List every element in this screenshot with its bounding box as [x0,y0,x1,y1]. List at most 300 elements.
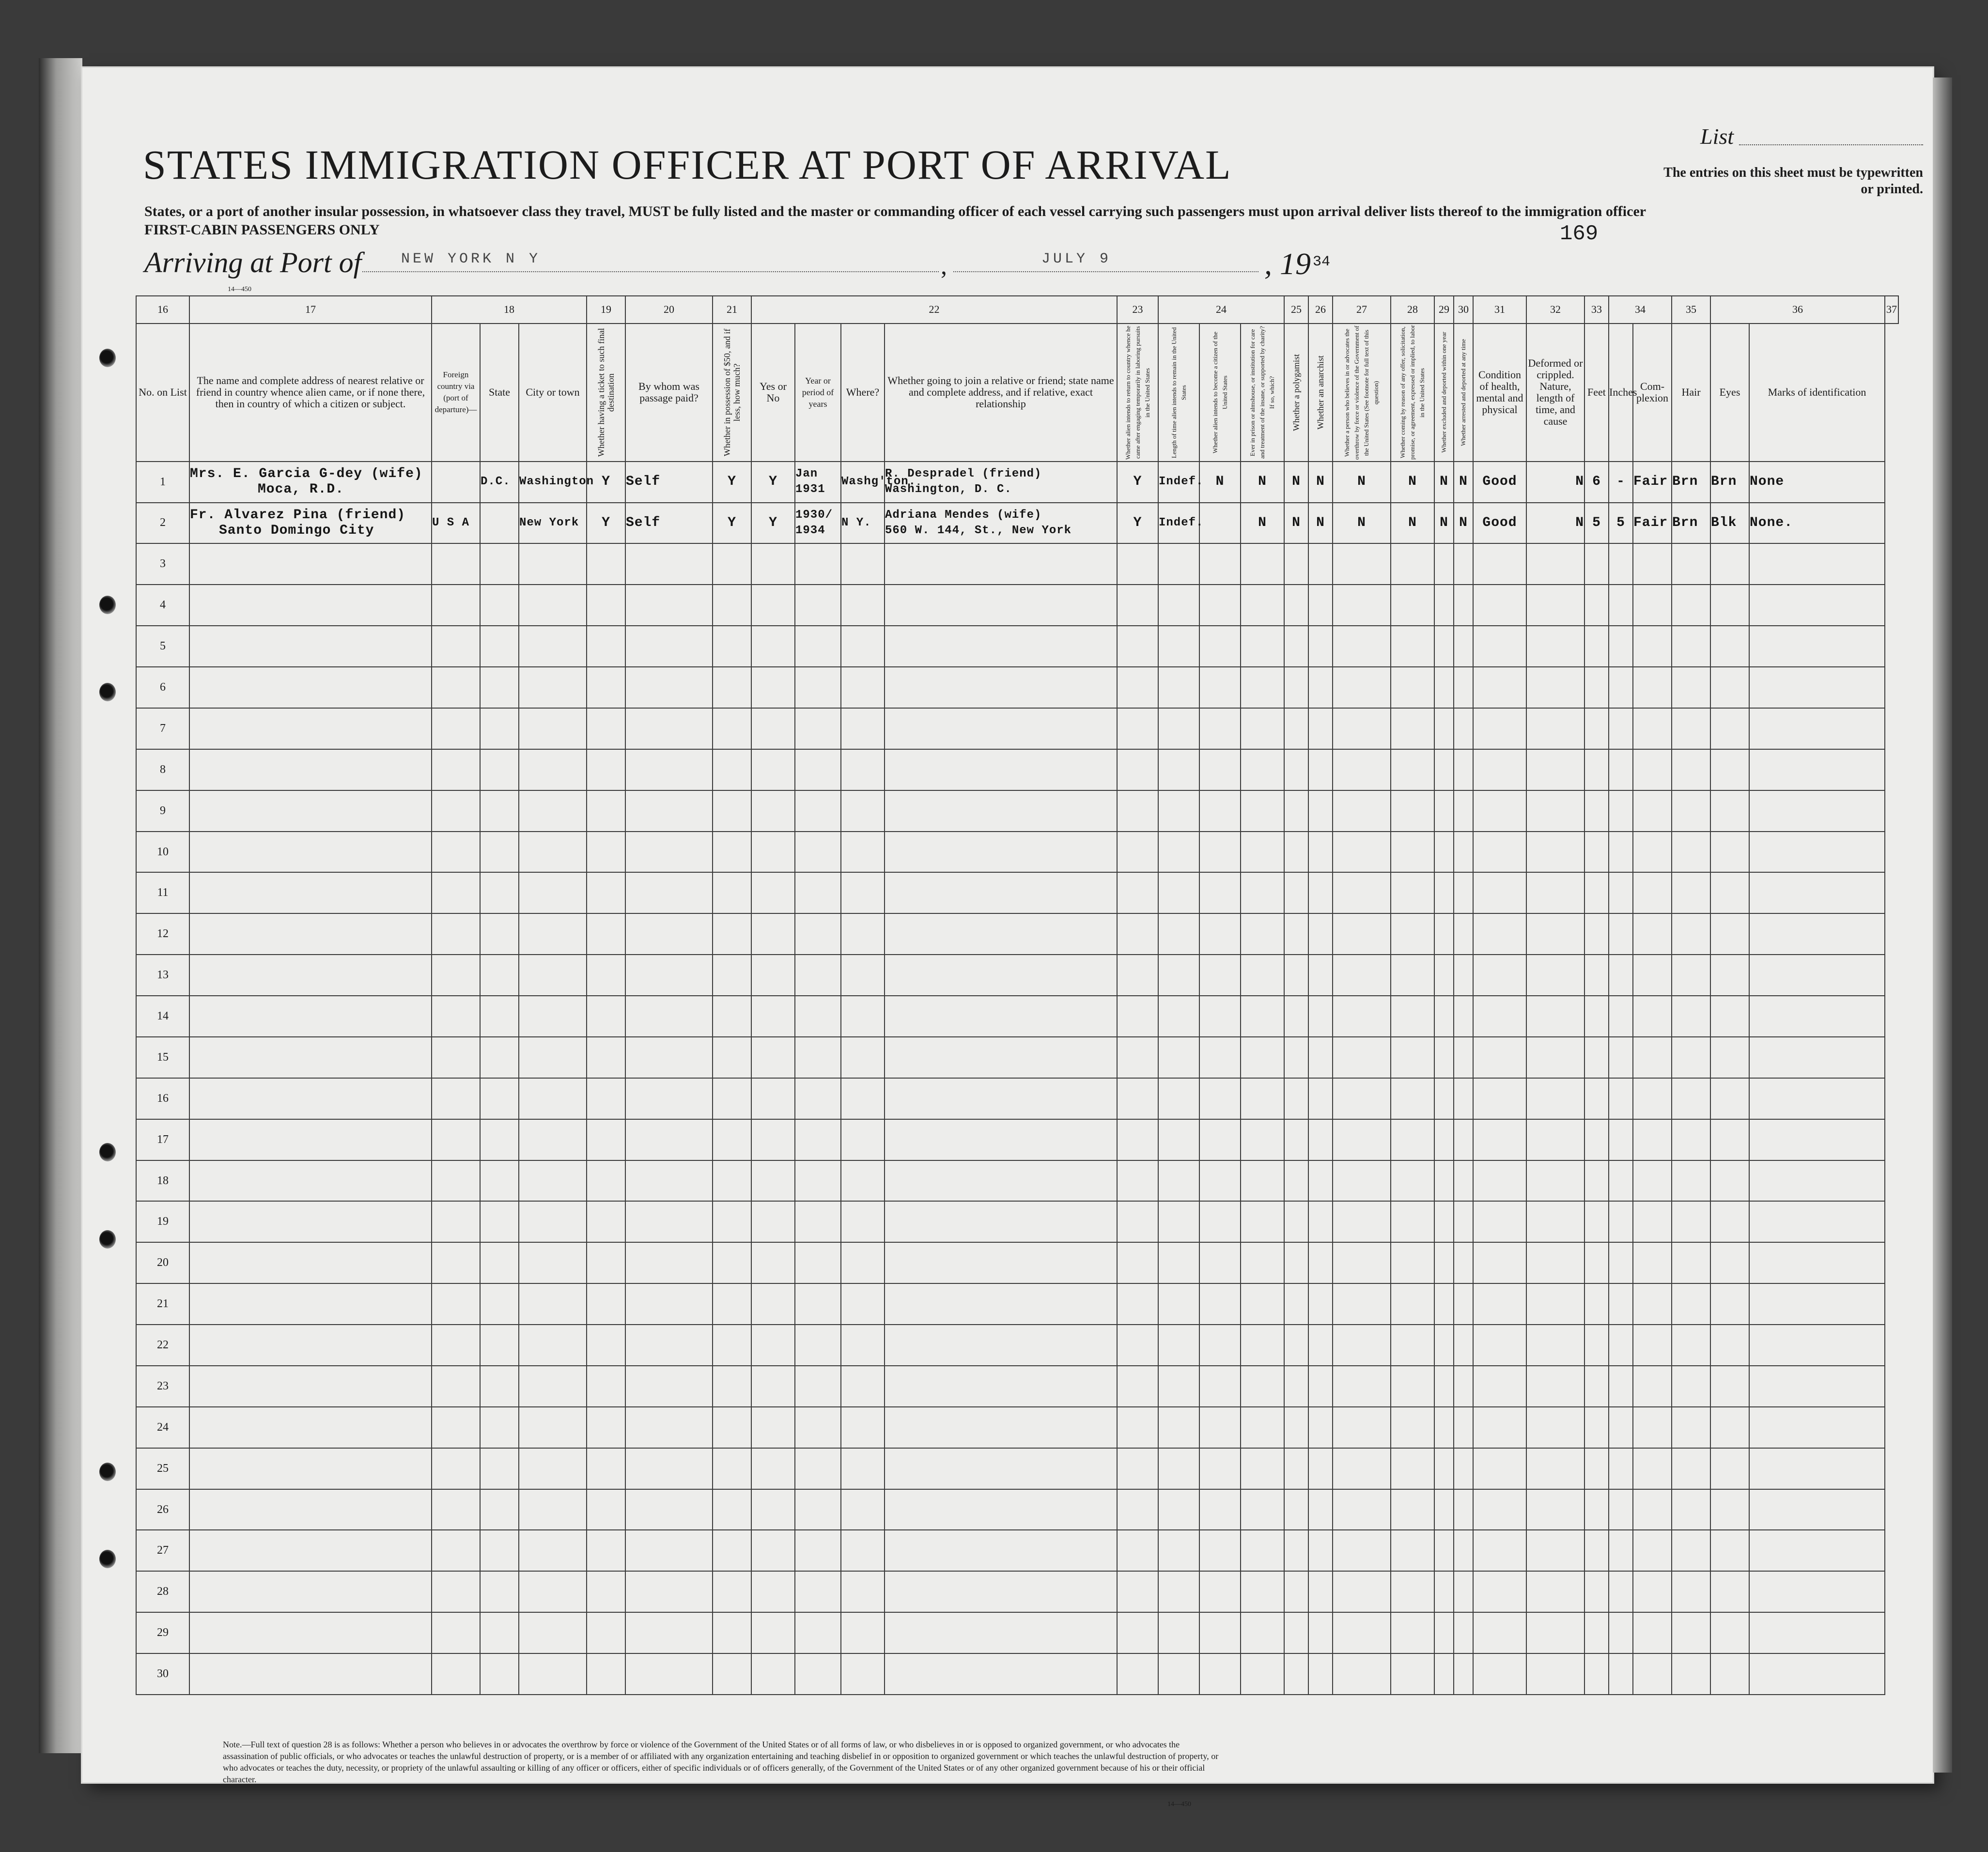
empty-cell [1633,832,1672,873]
empty-cell [713,1612,751,1653]
empty-cell [189,1119,432,1160]
empty-cell [1199,667,1241,708]
empty-cell [1526,1325,1584,1366]
empty-cell [1241,790,1284,832]
table-row [136,708,1898,749]
empty-cell [1672,1612,1710,1653]
empty-cell [1672,1201,1710,1242]
empty-cell [885,626,1117,667]
col-number: 21 [713,296,751,324]
empty-cell [1454,543,1473,585]
marks-value: None [1750,474,1785,490]
empty-cell [1284,1242,1308,1283]
empty-cell [1117,667,1158,708]
hair-value: Brn [1672,515,1698,530]
empty-cell [713,1407,751,1448]
cell-paid [625,503,713,544]
empty-cell [1434,1653,1454,1695]
empty-cell [1391,1530,1434,1571]
empty-cell [189,1078,432,1119]
purpose-a-value: Y [1133,474,1142,490]
empty-cell [713,913,751,955]
empty-cell [795,667,841,708]
empty-cell [1308,708,1333,749]
empty-cell [1584,872,1609,913]
empty-cell [1584,1037,1609,1078]
empty-cell [795,832,841,873]
table-row [136,667,1898,708]
empty-cell [519,1653,587,1695]
empty-cell [1117,955,1158,996]
empty-cell [751,585,795,626]
empty-cell [480,872,519,913]
empty-cell [189,1448,432,1489]
empty-cell [1284,872,1308,913]
hdr-q29 [1391,324,1434,462]
empty-cell [1526,1407,1584,1448]
hdr-purpose-b-text: Length of time alien intends to remain in the United States [1170,326,1187,458]
empty-cell [1526,667,1584,708]
empty-cell [1672,1242,1710,1283]
empty-cell [751,543,795,585]
empty-cell [1749,913,1885,955]
empty-cell [1609,1653,1633,1695]
empty-cell [885,749,1117,790]
empty-cell [1241,1325,1284,1366]
state-value: D.C. [481,475,511,489]
empty-cell [841,543,885,585]
empty-cell [1391,996,1434,1037]
empty-cell [795,955,841,996]
empty-cell [1473,832,1526,873]
empty-cell [1584,1407,1609,1448]
cell-purpose-b [1158,462,1204,503]
empty-cell [625,832,713,873]
empty-cell [1434,1571,1454,1612]
empty-cell [432,1037,480,1078]
empty-cell [189,1407,432,1448]
empty-cell [625,1489,713,1530]
empty-cell [189,1366,432,1407]
empty-cell [1284,585,1308,626]
relative-line-1: Mrs. E. Garcia G-dey (wife) [190,466,423,482]
empty-cell [480,543,519,585]
empty-cell [1633,1612,1672,1653]
date-value: JULY 9 [1041,251,1112,267]
cell-feet [1584,503,1609,544]
empty-cell [519,1160,587,1202]
empty-cell [1158,955,1199,996]
empty-cell [841,749,885,790]
empty-cell [587,1325,625,1366]
empty-cell [1199,1530,1241,1571]
col-number: 16 [136,296,189,324]
table-row [136,955,1898,996]
cell-marks [1749,462,1885,503]
empty-cell [1308,1612,1333,1653]
feet-value: 6 [1592,474,1601,490]
row-number: 11 [136,872,189,913]
empty-cell [1749,1612,1885,1653]
empty-cell [713,790,751,832]
empty-cell [1308,749,1333,790]
empty-cell [480,626,519,667]
empty-cell [480,667,519,708]
empty-cell [1473,1119,1526,1160]
anarchist-value: N [1316,515,1325,530]
empty-cell [1609,913,1633,955]
empty-cell [1672,749,1710,790]
empty-cell [189,1037,432,1078]
empty-cell [519,1037,587,1078]
empty-cell [795,1366,841,1407]
empty-cell [189,1283,432,1325]
empty-cell [1117,1653,1158,1695]
punch-hole [99,1230,116,1249]
cell-marks [1749,503,1885,544]
empty-cell [1333,708,1391,749]
empty-cell [1284,955,1308,996]
empty-cell [432,1366,480,1407]
hdr-no-on-list: No. on List [136,324,189,462]
empty-cell [1434,1037,1454,1078]
header-row [136,324,1898,462]
hdr-complexion: Com- plexion [1633,324,1672,462]
empty-cell [1158,708,1199,749]
empty-cell [1454,872,1473,913]
empty-cell [841,1407,885,1448]
empty-cell [1749,1078,1885,1119]
empty-cell [519,955,587,996]
empty-cell [713,1366,751,1407]
empty-cell [885,1283,1117,1325]
cell-health [1473,462,1526,503]
empty-cell [587,1037,625,1078]
empty-cell [625,1612,713,1653]
empty-cell [795,585,841,626]
empty-cell [519,626,587,667]
empty-cell [625,1037,713,1078]
empty-cell [1117,913,1158,955]
empty-cell [1526,1448,1584,1489]
empty-cell [432,1407,480,1448]
cell-polygamist [1284,503,1308,544]
empty-cell [1241,996,1284,1037]
empty-cell [1454,955,1473,996]
row-number: 26 [136,1489,189,1530]
empty-cell [1710,1448,1749,1489]
class-line: FIRST-CABIN PASSENGERS ONLY [144,222,380,238]
empty-cell [1710,1571,1749,1612]
cell-q31 [1454,503,1473,544]
empty-cell [713,1078,751,1119]
empty-cell [1308,1530,1333,1571]
cell-money [713,462,751,503]
empty-cell [519,996,587,1037]
empty-cell [519,667,587,708]
empty-cell [519,1407,587,1448]
table-row [136,585,1898,626]
empty-cell [841,585,885,626]
empty-cell [625,1160,713,1202]
empty-cell [1609,872,1633,913]
empty-cell [1749,1489,1885,1530]
empty-cell [1308,1119,1333,1160]
year-line-2: 1931 [795,483,825,496]
q28-value: N [1357,515,1366,530]
empty-cell [1117,1078,1158,1119]
empty-cell [795,1653,841,1695]
cell-state [480,462,519,503]
punch-hole [99,349,116,367]
empty-cell [1609,955,1633,996]
where-value: N Y. [841,516,871,529]
empty-cell [751,667,795,708]
empty-cell [713,1037,751,1078]
empty-cell [1749,1653,1885,1695]
hdr-q31-text: Whether arrested and deported at any time [1460,339,1467,446]
empty-cell [625,1119,713,1160]
empty-cell [1158,1160,1199,1202]
row-number: 21 [136,1283,189,1325]
empty-cell [587,832,625,873]
empty-cell [1199,1283,1241,1325]
empty-cell [1672,667,1710,708]
hdr-ticket-text: Whether having a ticket to such final destination [596,328,616,457]
empty-cell [1284,1489,1308,1530]
empty-cell [713,832,751,873]
empty-cell [1199,1448,1241,1489]
empty-cell [841,872,885,913]
empty-cell [1434,1242,1454,1283]
empty-cell [1710,913,1749,955]
empty-cell [1609,667,1633,708]
empty-cell [432,1530,480,1571]
empty-cell [1308,667,1333,708]
empty-cell [480,996,519,1037]
empty-cell [480,1078,519,1119]
empty-cell [1584,1366,1609,1407]
join-line-2: Washington, D. C. [885,483,1012,496]
cell-complexion [1633,503,1672,544]
empty-cell [1584,1201,1609,1242]
empty-cell [189,913,432,955]
empty-cell [751,1571,795,1612]
empty-cell [1454,1448,1473,1489]
empty-cell [625,1325,713,1366]
empty-cell [1199,1201,1241,1242]
cell-anarchist [1308,462,1333,503]
empty-cell [1333,543,1391,585]
empty-cell [1526,708,1584,749]
empty-cell [1241,626,1284,667]
paid-value: Self [626,474,661,490]
empty-cell [841,955,885,996]
q30-value: N [1440,515,1448,530]
empty-cell [480,585,519,626]
empty-cell [1434,1325,1454,1366]
empty-cell [1633,1201,1672,1242]
empty-cell [1199,1119,1241,1160]
page-title: STATES IMMIGRATION OFFICER AT PORT OF ARRIVAL [143,141,1232,188]
table-row [136,1530,1898,1571]
empty-cell [1710,1160,1749,1202]
empty-cell [885,1242,1117,1283]
arriving-label: Arriving at Port of [144,247,362,278]
inches-value: 5 [1616,515,1625,530]
empty-cell [189,955,432,996]
empty-cell [432,626,480,667]
row-number: 27 [136,1530,189,1571]
port-value: NEW YORK N Y [401,251,541,267]
empty-cell [1284,1201,1308,1242]
q31-value: N [1459,515,1468,530]
empty-cell [1710,667,1749,708]
table-row [136,1201,1898,1242]
empty-cell [1584,1325,1609,1366]
instruction-text: States, or a port of another insular possession, in whatsoever class they travel, MUST be fully listed and the master or commanding officer of each vessel carrying such passengers must upon arrival deliver lists thereof to the immigration officer [144,203,1646,219]
empty-cell [1672,1571,1710,1612]
empty-cell [751,1325,795,1366]
cell-year [795,462,841,503]
empty-cell [713,708,751,749]
empty-cell [1308,1571,1333,1612]
empty-cell [1158,667,1199,708]
empty-cell [751,1201,795,1242]
empty-cell [841,1530,885,1571]
empty-cell [1609,708,1633,749]
empty-cell [1633,1653,1672,1695]
cell-where [841,503,885,544]
empty-cell [1333,790,1391,832]
empty-cell [587,1571,625,1612]
empty-cell [1454,1201,1473,1242]
empty-cell [1526,832,1584,873]
empty-cell [1117,790,1158,832]
col-number: 34 [1609,296,1672,324]
empty-cell [625,1283,713,1325]
empty-cell [1199,1242,1241,1283]
empty-cell [1158,872,1199,913]
empty-cell [1117,1201,1158,1242]
empty-cell [1473,626,1526,667]
row-number: 20 [136,1242,189,1283]
empty-cell [885,1530,1117,1571]
empty-cell [1434,832,1454,873]
hdr-purpose-a [1117,324,1158,462]
row-number: 2 [136,503,189,544]
empty-cell [751,626,795,667]
empty-cell [1284,1325,1308,1366]
empty-cell [1473,667,1526,708]
empty-cell [1241,1407,1284,1448]
empty-cell [885,790,1117,832]
cell-join [885,503,1117,544]
hdr-money-text: Whether in possession of $50, and if less, how much? [722,328,742,456]
purpose-b-value: Indef. [1159,475,1204,489]
empty-cell [751,1407,795,1448]
hdr-money [713,324,751,462]
empty-cell [1117,1571,1158,1612]
empty-cell [1672,1407,1710,1448]
year-suffix: 34 [1313,254,1331,270]
empty-cell [625,1407,713,1448]
empty-cell [1454,1407,1473,1448]
year-line-2: 1934 [795,524,825,537]
empty-cell [1526,790,1584,832]
empty-cell [1526,955,1584,996]
empty-cell [1284,1653,1308,1695]
row-number: 9 [136,790,189,832]
empty-cell [1526,872,1584,913]
relative-line-1: Fr. Alvarez Pina (friend) [190,507,406,523]
empty-cell [625,543,713,585]
cell-join [885,462,1117,503]
table-row [136,996,1898,1037]
empty-cell [625,749,713,790]
empty-cell [1749,1530,1885,1571]
empty-cell [625,996,713,1037]
empty-cell [1284,543,1308,585]
empty-cell [1749,585,1885,626]
cell-paid [625,462,713,503]
empty-cell [1391,1325,1434,1366]
empty-cell [625,1201,713,1242]
empty-cell [1199,1571,1241,1612]
empty-cell [1434,1612,1454,1653]
empty-cell [1308,955,1333,996]
empty-cell [1199,996,1241,1037]
empty-cell [1526,585,1584,626]
empty-cell [1158,1201,1199,1242]
cell-q30 [1434,462,1454,503]
empty-cell [713,1489,751,1530]
empty-cell [1584,996,1609,1037]
empty-cell [1333,1160,1391,1202]
empty-cell [1633,1325,1672,1366]
hdr-anarchist [1308,324,1333,462]
hdr-health: Condition of health, mental and physical [1473,324,1526,462]
column-number-row [136,296,1898,324]
empty-cell [519,790,587,832]
empty-cell [885,872,1117,913]
empty-cell [1749,1448,1885,1489]
empty-cell [841,790,885,832]
empty-cell [1333,955,1391,996]
empty-cell [713,996,751,1037]
empty-cell [1633,1571,1672,1612]
empty-cell [1117,708,1158,749]
empty-cell [1609,1366,1633,1407]
empty-cell [1633,1119,1672,1160]
row-number: 6 [136,667,189,708]
empty-cell [1241,1366,1284,1407]
hdr-polygamist [1284,324,1308,462]
empty-cell [625,626,713,667]
punch-hole [99,1463,116,1481]
empty-cell [1284,1078,1308,1119]
empty-cell [1158,749,1199,790]
empty-cell [1672,913,1710,955]
empty-cell [1584,832,1609,873]
empty-cell [1710,1653,1749,1695]
hdr-purpose-a-text: Whether alien intends to return to country whence he came after engaging temporarily in laboring pursuits in the United States [1124,325,1151,460]
empty-cell [1158,626,1199,667]
empty-cell [1749,1325,1885,1366]
empty-cell [713,1325,751,1366]
empty-cell [1308,790,1333,832]
empty-cell [1434,872,1454,913]
